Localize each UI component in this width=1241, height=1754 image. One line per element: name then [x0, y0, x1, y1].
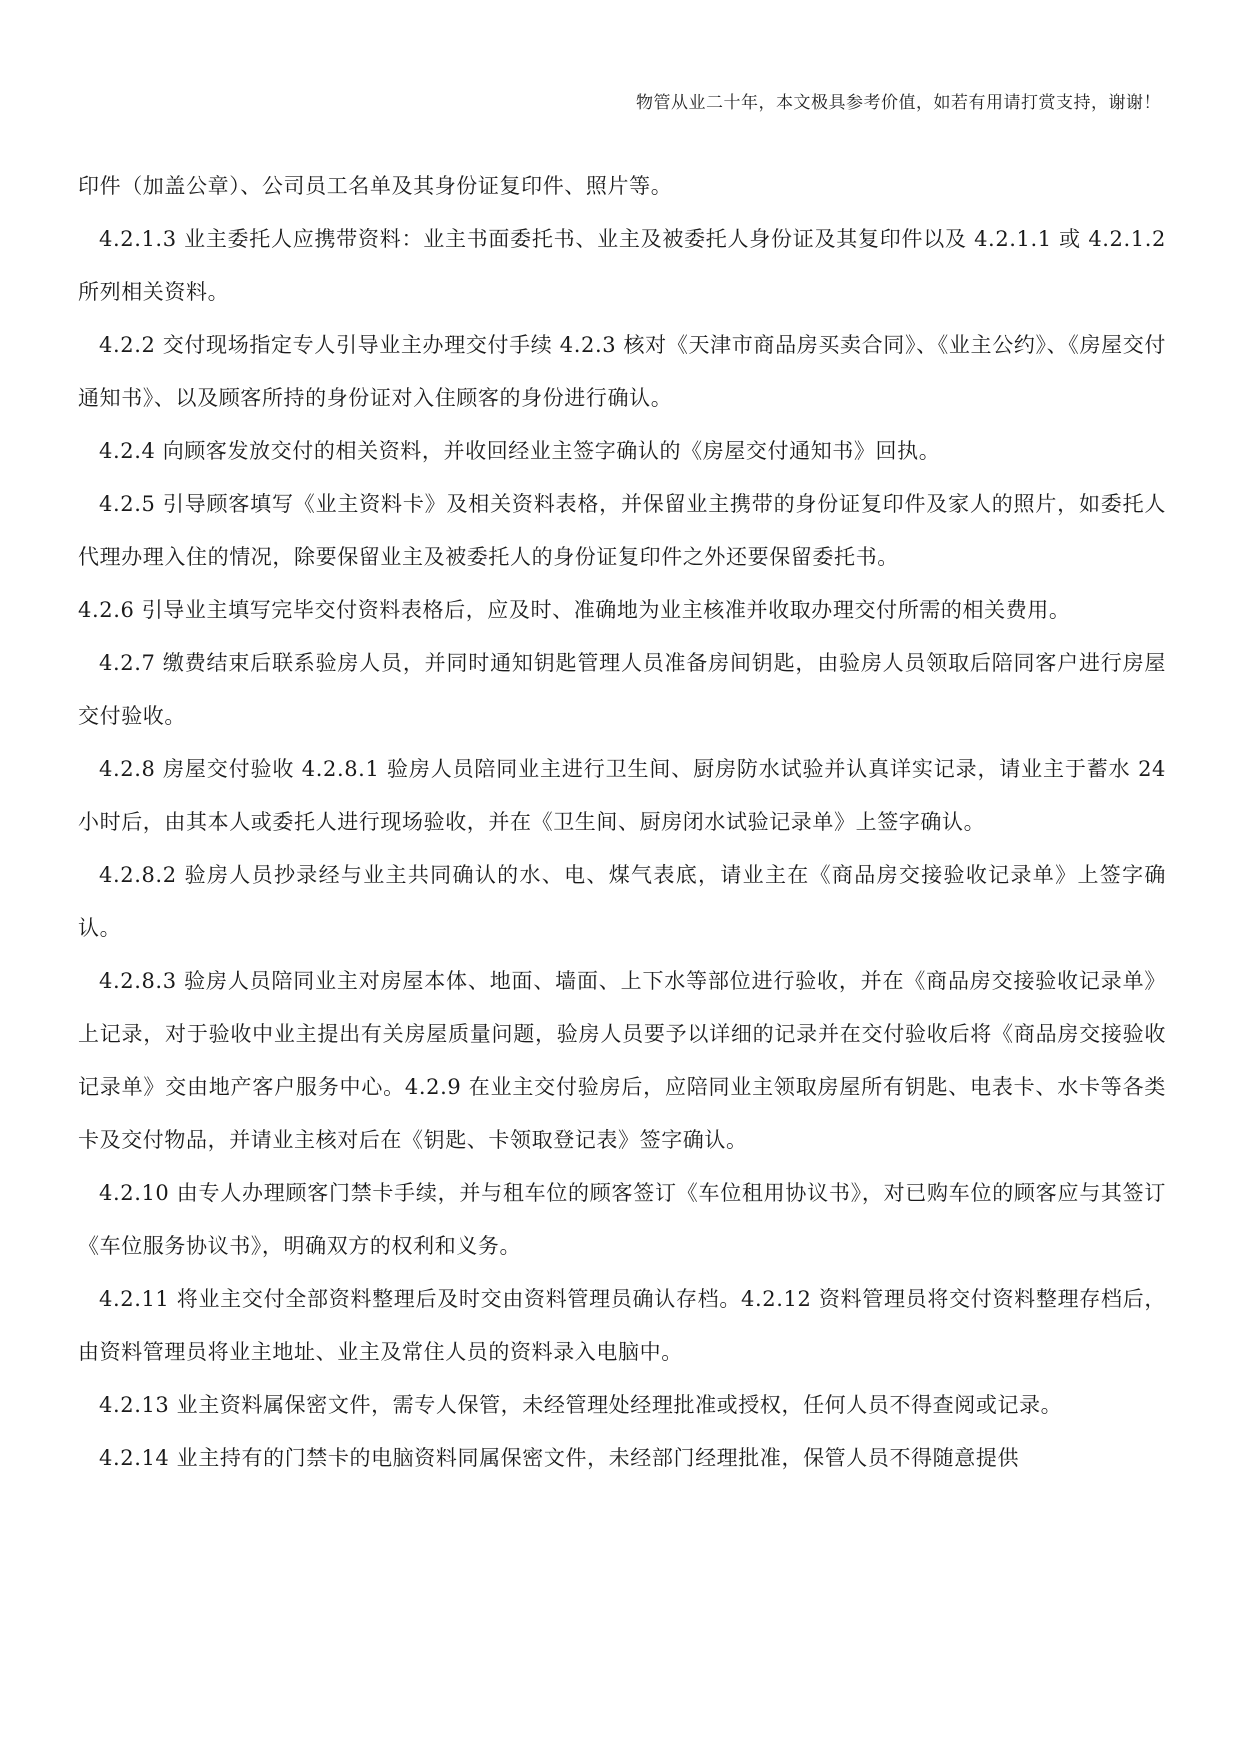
paragraph: 4.2.7 缴费结束后联系验房人员，并同时通知钥匙管理人员准备房间钥匙，由验房人员领取后陪同客户进行房屋交付验收。: [78, 651, 1166, 728]
paragraph: 4.2.5 引导顾客填写《业主资料卡》及相关资料表格，并保留业主携带的身份证复印件及家人的照片，如委托人代理办理入住的情况，除要保留业主及被委托人的身份证复印件之外还要保留委托书。: [78, 492, 1166, 569]
paragraph: 4.2.8.2 验房人员抄录经与业主共同确认的水、电、煤气表底，请业主在《商品房交接验收记录单》上签字确认。: [78, 863, 1166, 940]
paragraph: 4.2.14 业主持有的门禁卡的电脑资料同属保密文件，未经部门经理批准，保管人员不得随意提供: [99, 1446, 1020, 1470]
paragraph: 4.2.1.3 业主委托人应携带资料：业主书面委托书、业主及被委托人身份证及其复印件以及 4.2.1.1 或 4.2.1.2 所列相关资料。: [78, 227, 1166, 304]
paragraph: 4.2.6 引导业主填写完毕交付资料表格后，应及时、准确地为业主核准并收取办理交付所需的相关费用。: [78, 598, 1071, 622]
paragraph: 4.2.13 业主资料属保密文件，需专人保管，未经管理处经理批准或授权，任何人员不得查阅或记录。: [99, 1393, 1063, 1417]
paragraph: 印件（加盖公章）、公司员工名单及其身份证复印件、照片等。: [78, 174, 673, 198]
paragraph: 4.2.10 由专人办理顾客门禁卡手续，并与租车位的顾客签订《车位租用协议书》，对已购车位的顾客应与其签订《车位服务协议书》，明确双方的权利和义务。: [78, 1181, 1166, 1258]
paragraph: 4.2.8 房屋交付验收 4.2.8.1 验房人员陪同业主进行卫生间、厨房防水试验并认真详实记录，请业主于蓄水 24 小时后，由其本人或委托人进行现场验收，并在《卫生间、厨房闭水试验记录单》上签字确认。: [78, 757, 1166, 834]
paragraph: 4.2.11 将业主交付全部资料整理后及时交由资料管理员确认存档。4.2.12 资料管理员将交付资料整理存档后，由资料管理员将业主地址、业主及常住人员的资料录入电脑中。: [78, 1287, 1166, 1364]
document-body: [78, 160, 1166, 1485]
paragraph: 4.2.8.3 验房人员陪同业主对房屋本体、地面、墙面、上下水等部位进行验收，并在《商品房交接验收记录单》上记录，对于验收中业主提出有关房屋质量问题，验房人员要予以详细的记录并在交付验收后将《商品房交接验收记录单》交由地产客户服务中心。4.2.9 在业主交付验房后，应陪同业主领取房屋所有钥匙、电表卡、水卡等各类卡及交付物品，并请业主核对后在《钥匙、卡领取登记表》签字确认。: [78, 969, 1166, 1152]
paragraph: 4.2.4 向顾客发放交付的相关资料，并收回经业主签字确认的《房屋交付通知书》回执。: [99, 439, 941, 463]
paragraph: 4.2.2 交付现场指定专人引导业主办理交付手续 4.2.3 核对《天津市商品房买卖合同》、《业主公约》、《房屋交付通知书》、以及顾客所持的身份证对入住顾客的身份进行确认。: [78, 333, 1166, 410]
header-note: 物管从业二十年，本文极具参考价值，如若有用请打赏支持，谢谢！: [636, 93, 1161, 113]
